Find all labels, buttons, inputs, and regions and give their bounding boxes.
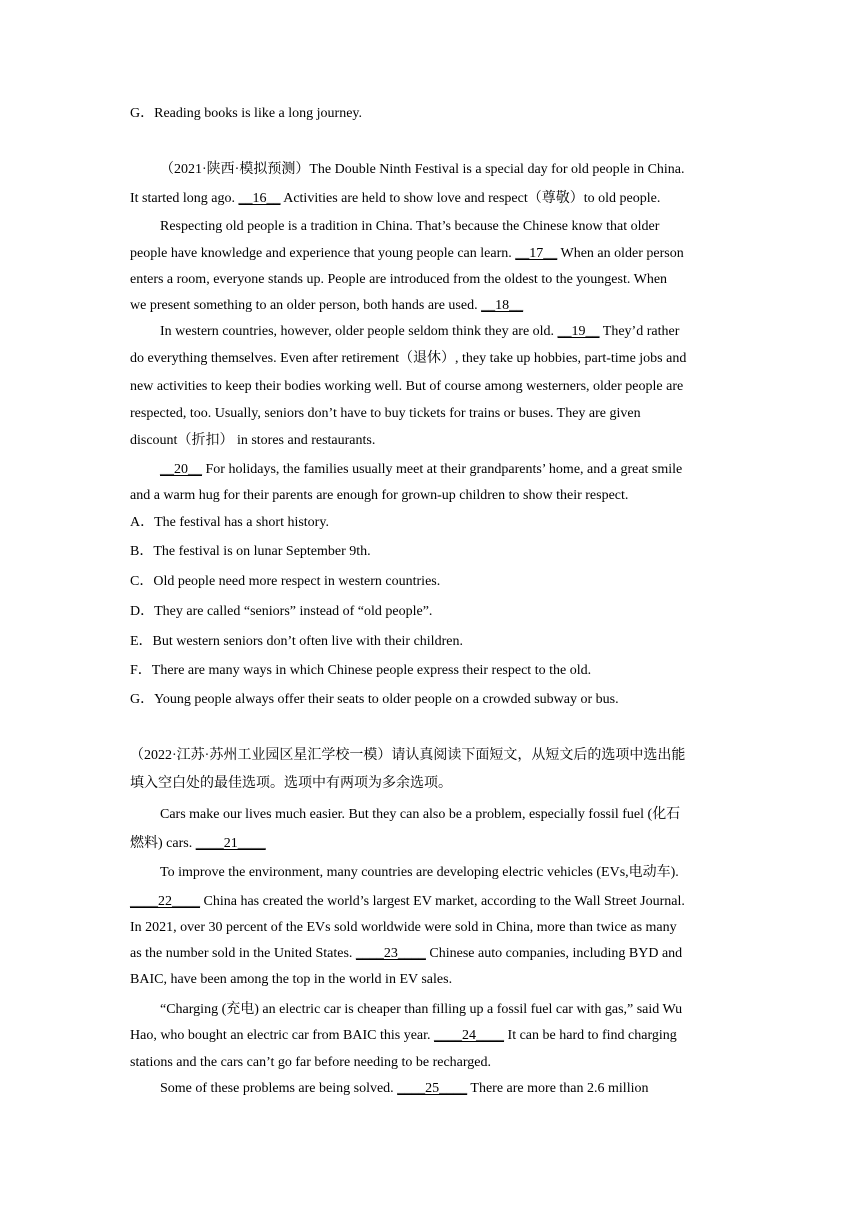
passage2-line (130, 186, 660, 212)
option-a[interactable]: A．The festival has a short history. (130, 515, 329, 530)
blank-16[interactable]: __16__ (238, 191, 281, 206)
passage3-intro: （2022·江苏·苏州工业园区星汇学校一模）请认真阅读下面短文，从短文后的选项中选出能 (130, 748, 686, 763)
text-run: people have knowledge and experience that young people can learn. (130, 246, 516, 261)
passage2-line: do everything themselves. Even after retirement（退休）, they take up hobbies, part-time jobs and (130, 351, 687, 366)
passage3-line: Cars make our lives much easier. But they can also be a problem, especially fossil fuel (化石 (160, 807, 681, 822)
blank-25[interactable]: ____25____ (397, 1081, 468, 1096)
text-run: It started long ago. (130, 191, 239, 206)
passage3-line: stations and the cars can’t go far before needing to be recharged. (130, 1055, 491, 1070)
passage3-line (130, 1023, 677, 1049)
passage3-line: To improve the environment, many countries are developing electric vehicles (EVs,电动车). (160, 865, 679, 880)
text-run: we present something to an older person, both hands are used. (130, 298, 482, 313)
text-run: Some of these problems are being solved. (160, 1081, 398, 1096)
blank-24[interactable]: ____24____ (434, 1028, 505, 1043)
option-f[interactable]: F．There are many ways in which Chinese people express their respect to the old. (130, 663, 592, 678)
passage2-line: and a warm hug for their parents are enough for grown-up children to show their respect. (130, 488, 629, 503)
text-run: Activities are held to show love and respect（尊敬）to old people. (280, 191, 661, 206)
passage3-intro: 填入空白处的最佳选项。选项中有两项为多余选项。 (130, 776, 452, 791)
passage3-line: BAIC, have been among the top in the world in EV sales. (130, 972, 453, 987)
text-run: China has created the world’s largest EV market, according to the Wall Street Journal. (200, 894, 685, 909)
option-e[interactable]: E．But western seniors don’t often live with their children. (130, 634, 463, 649)
passage2-line: enters a room, everyone stands up. People are introduced from the oldest to the youngest. When (130, 272, 668, 287)
passage2-line: （2021·陕西·模拟预测）The Double Ninth Festival is a special day for old people in China. (160, 162, 685, 177)
passage3-line (130, 831, 266, 857)
blank-18[interactable]: __18__ (481, 298, 524, 313)
blank-17[interactable]: __17__ (515, 246, 558, 261)
blank-22[interactable]: ____22____ (130, 894, 200, 909)
text-run: They’d rather (599, 324, 680, 339)
text-run: as the number sold in the United States. (130, 946, 356, 961)
option-g[interactable]: G．Young people always offer their seats to older people on a crowded subway or bus. (130, 692, 619, 707)
text-run: In western countries, however, older people seldom think they are old. (160, 324, 558, 339)
passage3-line (130, 941, 682, 967)
passage3-line: “Charging (充电) an electric car is cheaper than filling up a fossil fuel car with gas,” said Wu (160, 1002, 683, 1017)
text-run: For holidays, the families usually meet at their grandparents’ home, and a great smile (202, 462, 683, 477)
passage2-line (160, 457, 682, 483)
passage3-line (160, 1076, 648, 1102)
passage2-line (130, 241, 684, 267)
text-run: When an older person (557, 246, 684, 261)
passage2-line: Respecting old people is a tradition in China. That’s because the Chinese know that older (160, 219, 660, 234)
text-run: Hao, who bought an electric car from BAIC this year. (130, 1028, 435, 1043)
option-d[interactable]: D．They are called “seniors” instead of “old people”. (130, 604, 433, 619)
blank-19[interactable]: __19__ (557, 324, 600, 339)
passage3-line (130, 889, 685, 915)
passage2-line (160, 319, 679, 345)
passage2-line: new activities to keep their bodies working well. But of course among westerners, older people are (130, 379, 684, 394)
text-run: 燃料) cars. (130, 836, 196, 851)
text-run: Chinese auto companies, including BYD and (425, 946, 683, 961)
passage2-line: respected, too. Usually, seniors don’t have to buy tickets for trains or buses. They are given (130, 406, 641, 421)
option-c[interactable]: C．Old people need more respect in western countries. (130, 574, 441, 589)
text-run: It can be hard to find charging (504, 1028, 677, 1043)
blank-20[interactable]: __20__ (160, 462, 202, 477)
text-run: There are more than 2.6 million (467, 1081, 649, 1096)
blank-21[interactable]: ____21____ (195, 836, 266, 851)
passage2-line: discount（折扣） in stores and restaurants. (130, 433, 376, 448)
passage2-line (130, 293, 523, 319)
blank-23[interactable]: ____23____ (355, 946, 426, 961)
passage3-line: In 2021, over 30 percent of the EVs sold worldwide were sold in China, more than twice as many (130, 920, 677, 935)
option-b[interactable]: B．The festival is on lunar September 9th. (130, 544, 371, 559)
option-g-previous: G．Reading books is like a long journey. (130, 106, 363, 121)
